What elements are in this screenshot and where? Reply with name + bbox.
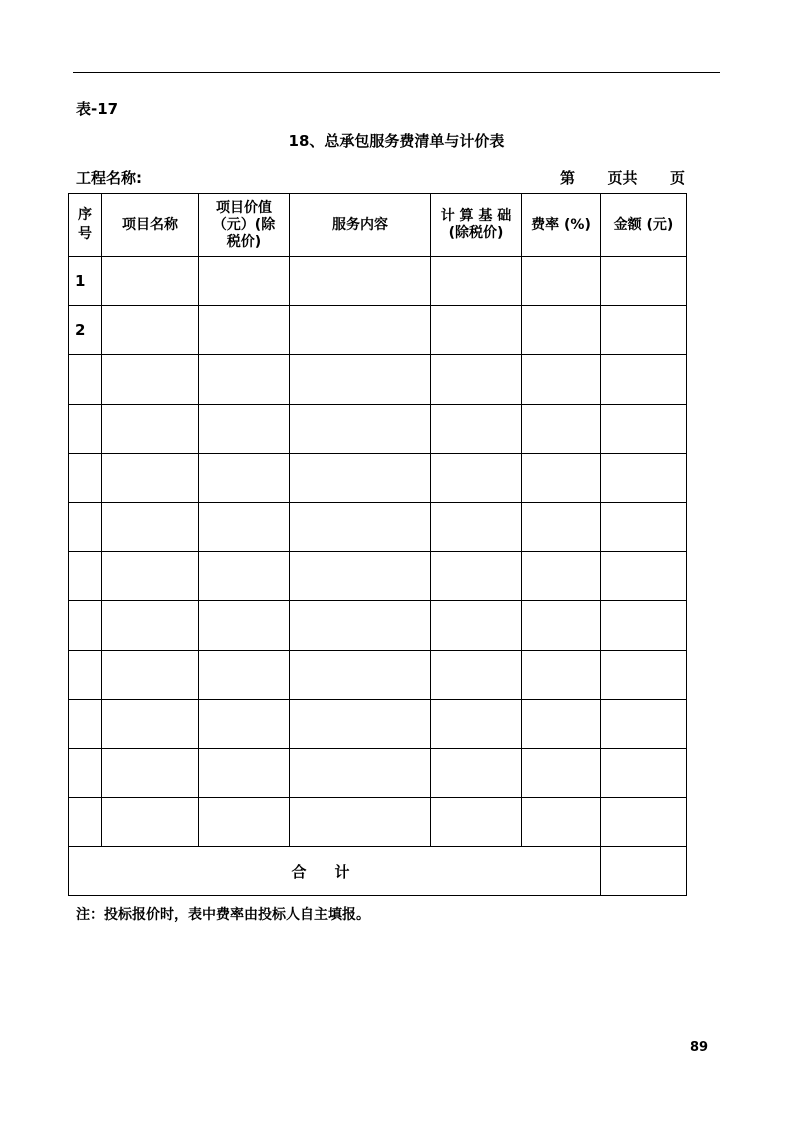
row-seq-cell (69, 453, 102, 502)
table-cell[interactable] (290, 650, 431, 699)
col-header-rate: 费率 (%) (522, 194, 601, 257)
row-seq-cell (69, 404, 102, 453)
table-cell[interactable] (431, 453, 522, 502)
total-row (69, 847, 687, 896)
page-info-ye-gong: 页共 (607, 169, 638, 187)
table-cell[interactable] (431, 699, 522, 748)
table-cell[interactable] (290, 404, 431, 453)
table-cell[interactable] (199, 453, 290, 502)
table-cell[interactable] (102, 699, 199, 748)
table-cell[interactable] (601, 748, 687, 797)
page-title: 18、总承包服务费清单与计价表 (288, 132, 505, 150)
row-seq-cell (69, 650, 102, 699)
table-cell[interactable] (102, 601, 199, 650)
total-label: 合计 (69, 847, 601, 896)
table-cell[interactable] (102, 798, 199, 847)
table-cell[interactable] (601, 502, 687, 551)
table-cell[interactable] (431, 552, 522, 601)
table-row (69, 257, 687, 306)
table-cell[interactable] (199, 798, 290, 847)
table-cell[interactable] (199, 650, 290, 699)
table-cell[interactable] (431, 601, 522, 650)
table-cell[interactable] (102, 552, 199, 601)
table-cell[interactable] (102, 355, 199, 404)
table-cell[interactable] (431, 257, 522, 306)
table-cell[interactable] (199, 552, 290, 601)
table-cell[interactable] (522, 453, 601, 502)
page-number: 89 (690, 1040, 709, 1055)
total-amount-cell[interactable] (601, 847, 687, 896)
table-row (69, 306, 687, 355)
table-cell[interactable] (601, 650, 687, 699)
row-seq-cell (69, 601, 102, 650)
table-label: 表-17 (76, 100, 119, 118)
table-cell[interactable] (431, 404, 522, 453)
table-cell[interactable] (601, 404, 687, 453)
table-row (69, 502, 687, 551)
table-cell[interactable] (522, 798, 601, 847)
header-rule (73, 72, 720, 73)
table-cell[interactable] (290, 601, 431, 650)
table-row (69, 601, 687, 650)
table-cell[interactable] (290, 257, 431, 306)
table-cell[interactable] (601, 355, 687, 404)
table-cell[interactable] (102, 404, 199, 453)
table-cell[interactable] (102, 650, 199, 699)
row-seq-cell: 2 (69, 306, 102, 355)
row-seq-cell: 1 (69, 257, 102, 306)
table-cell[interactable] (102, 306, 199, 355)
table-cell[interactable] (199, 257, 290, 306)
table-cell[interactable] (601, 699, 687, 748)
table-row (69, 699, 687, 748)
table-cell[interactable] (290, 502, 431, 551)
table-cell[interactable] (522, 306, 601, 355)
table-cell[interactable] (601, 798, 687, 847)
table-cell[interactable] (102, 502, 199, 551)
col-header-seq: 序号 (69, 194, 102, 257)
table-cell[interactable] (199, 748, 290, 797)
table-row (69, 404, 687, 453)
table-cell[interactable] (522, 502, 601, 551)
table-header-row (69, 194, 687, 257)
row-seq-cell (69, 355, 102, 404)
table-cell[interactable] (102, 453, 199, 502)
table-cell[interactable] (601, 306, 687, 355)
table-cell[interactable] (290, 798, 431, 847)
row-seq-cell (69, 699, 102, 748)
row-seq-cell (69, 798, 102, 847)
table-cell[interactable] (522, 650, 601, 699)
table-cell[interactable] (522, 601, 601, 650)
page-info-ye: 页 (669, 169, 685, 187)
table-row (69, 650, 687, 699)
table-cell[interactable] (431, 502, 522, 551)
table-cell[interactable] (601, 601, 687, 650)
table-cell[interactable] (199, 699, 290, 748)
table-cell[interactable] (102, 748, 199, 797)
table-cell[interactable] (431, 306, 522, 355)
table-cell[interactable] (290, 552, 431, 601)
table-cell[interactable] (199, 601, 290, 650)
table-row (69, 355, 687, 404)
page-info (560, 167, 685, 188)
table-cell[interactable] (290, 306, 431, 355)
table-cell[interactable] (290, 748, 431, 797)
table-cell[interactable] (522, 699, 601, 748)
service-fee-table (68, 193, 687, 896)
row-seq-cell (69, 502, 102, 551)
table-cell[interactable] (431, 748, 522, 797)
col-header-project-value: 项目价值（元）(除税价) (199, 194, 290, 257)
table-cell[interactable] (102, 257, 199, 306)
col-header-project-name: 项目名称 (102, 194, 199, 257)
page-info-di: 第 (560, 169, 576, 187)
col-header-amount: 金额 (元) (601, 194, 687, 257)
table-cell[interactable] (431, 650, 522, 699)
table-cell[interactable] (290, 453, 431, 502)
table-cell[interactable] (199, 306, 290, 355)
table-cell[interactable] (601, 453, 687, 502)
row-seq-cell (69, 552, 102, 601)
table-cell[interactable] (601, 257, 687, 306)
col-header-service-content: 服务内容 (290, 194, 431, 257)
project-name-label: 工程名称: (76, 169, 142, 187)
table-row (69, 748, 687, 797)
table-cell[interactable] (199, 404, 290, 453)
table-row (69, 798, 687, 847)
table-cell[interactable] (290, 355, 431, 404)
table-cell[interactable] (290, 699, 431, 748)
col-header-calc-basis: 计 算 基 础(除税价) (431, 194, 522, 257)
table-row (69, 453, 687, 502)
table-cell[interactable] (431, 798, 522, 847)
footnote: 注：投标报价时，表中费率由投标人自主填报。 (76, 907, 370, 923)
table-row (69, 552, 687, 601)
table-cell[interactable] (522, 355, 601, 404)
table-cell[interactable] (601, 552, 687, 601)
table-cell[interactable] (199, 355, 290, 404)
table-cell[interactable] (522, 404, 601, 453)
table-cell[interactable] (522, 748, 601, 797)
table-cell[interactable] (431, 355, 522, 404)
table-cell[interactable] (522, 552, 601, 601)
table-cell[interactable] (199, 502, 290, 551)
row-seq-cell (69, 748, 102, 797)
table-cell[interactable] (522, 257, 601, 306)
